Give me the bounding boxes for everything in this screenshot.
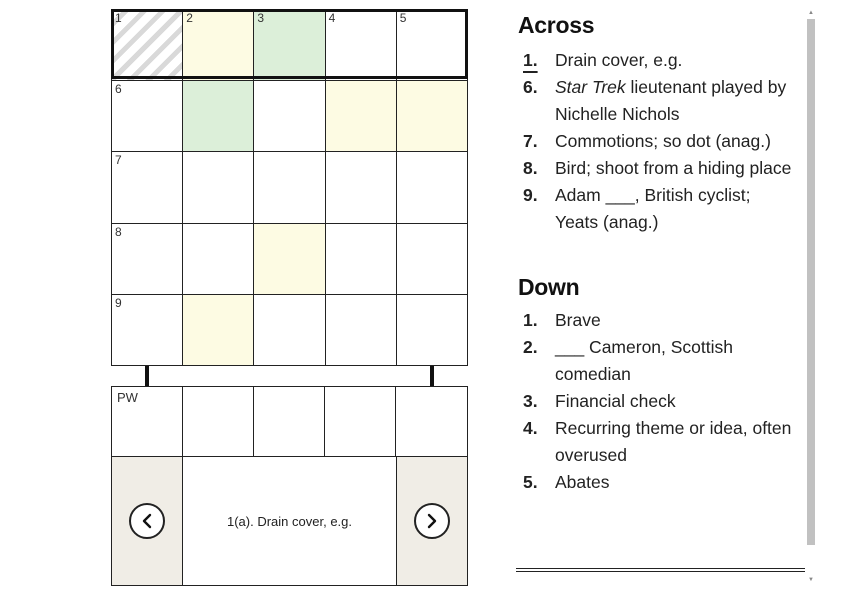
down-clue[interactable]	[518, 388, 796, 415]
grid-cell[interactable]	[326, 81, 397, 152]
clue-number-text: 4.	[523, 418, 538, 438]
grid-cell[interactable]	[326, 152, 397, 223]
password-cell[interactable]	[254, 387, 325, 456]
password-cell[interactable]	[112, 387, 183, 456]
cell-number: 1	[115, 11, 122, 25]
clue-text-body: Abates	[555, 472, 610, 492]
cell-number: 5	[399, 11, 407, 25]
across-clue[interactable]	[518, 155, 796, 182]
next-clue-area	[396, 457, 467, 585]
clue-text-body: lieutenant played by Nichelle Nichols	[555, 77, 787, 124]
grid-cell[interactable]	[183, 152, 254, 223]
grid-cell[interactable]	[112, 81, 183, 152]
clue-number-text: 7.	[523, 131, 538, 151]
down-clue[interactable]	[518, 334, 796, 388]
grid-cell[interactable]	[397, 224, 468, 295]
clue-number	[518, 334, 555, 388]
clue-number	[518, 307, 555, 334]
clue-number-text: 8.	[523, 158, 538, 178]
grid-cell[interactable]	[326, 295, 397, 366]
grid-cell[interactable]	[397, 81, 468, 152]
grid-cell[interactable]	[183, 10, 254, 81]
clue-text	[555, 47, 796, 74]
grid-cell[interactable]	[183, 224, 254, 295]
grid-cell[interactable]	[326, 224, 397, 295]
down-clue[interactable]	[518, 415, 796, 469]
prev-clue-area	[112, 457, 183, 585]
clue-text-body: ___ Cameron, Scottish comedian	[555, 337, 734, 384]
clue-text-italic: Star Trek	[555, 77, 626, 97]
across-clue[interactable]	[518, 74, 796, 128]
current-clue-text: 1(a). Drain cover, e.g.	[183, 457, 396, 585]
down-clue-list	[518, 307, 796, 496]
grid-cell[interactable]	[183, 295, 254, 366]
clue-text-body: Recurring theme or idea, often overused	[555, 418, 792, 465]
cell-number: 3	[257, 11, 265, 25]
clue-text-body: Adam ___, British cyclist; Yeats (anag.)	[555, 185, 751, 232]
across-clue[interactable]	[518, 47, 796, 74]
grid-connector-right	[430, 366, 434, 387]
down-clue[interactable]	[518, 307, 796, 334]
grid-cell[interactable]	[254, 224, 325, 295]
clue-text	[555, 128, 796, 155]
clue-text	[555, 415, 796, 469]
grid-cell[interactable]	[254, 152, 325, 223]
clue-number	[518, 415, 555, 469]
grid-cell[interactable]	[326, 10, 397, 81]
prev-clue-button[interactable]	[129, 503, 165, 539]
clue-text	[555, 155, 796, 182]
down-clue[interactable]	[518, 469, 796, 496]
scroll-down-arrow-icon[interactable]: ▼	[808, 577, 814, 583]
grid-cell[interactable]	[397, 10, 468, 81]
password-row	[111, 386, 468, 457]
next-clue-button[interactable]	[414, 503, 450, 539]
scroll-up-arrow-icon[interactable]: ▲	[808, 10, 814, 16]
clue-text	[555, 182, 796, 236]
grid-cell[interactable]	[397, 152, 468, 223]
grid-cell[interactable]	[254, 295, 325, 366]
clue-number	[518, 182, 555, 236]
clue-number-text: 9.	[523, 185, 538, 205]
cell-number: 4	[328, 11, 336, 25]
password-cell[interactable]	[183, 387, 254, 456]
grid-cell[interactable]	[112, 295, 183, 366]
clue-number	[518, 155, 555, 182]
password-label: PW	[117, 390, 138, 405]
across-clue[interactable]	[518, 128, 796, 155]
clue-bar	[111, 457, 468, 586]
down-heading: Down	[518, 274, 580, 300]
across-heading: Across	[518, 12, 595, 38]
clue-number	[518, 47, 555, 74]
clue-number-text: 3.	[523, 391, 538, 411]
grid-cell[interactable]	[112, 224, 183, 295]
grid-cell[interactable]	[112, 10, 183, 81]
grid-cell[interactable]	[254, 10, 325, 81]
chevron-left-icon	[140, 513, 154, 529]
clues-panel	[518, 12, 796, 496]
clue-number-text: 6.	[523, 77, 538, 97]
crossword-grid	[111, 9, 468, 366]
grid-cell[interactable]	[397, 295, 468, 366]
password-cell[interactable]	[325, 387, 396, 456]
clue-text-body: Bird; shoot from a hiding place	[555, 158, 792, 178]
clue-text-body: Financial check	[555, 391, 676, 411]
grid-connector-left	[145, 366, 149, 387]
grid-cell[interactable]	[112, 152, 183, 223]
clue-text	[555, 388, 796, 415]
cell-number: 9	[115, 295, 122, 310]
clue-number-text: 2.	[523, 337, 538, 357]
clue-text	[555, 469, 796, 496]
clue-number-text: 1.	[523, 310, 538, 330]
clue-text	[555, 307, 796, 334]
clues-bottom-divider	[516, 568, 805, 572]
across-clue[interactable]	[518, 182, 796, 236]
grid-cell[interactable]	[254, 81, 325, 152]
cell-number: 8	[115, 224, 122, 239]
across-clue-list	[518, 47, 796, 236]
password-cell[interactable]	[396, 387, 467, 456]
grid-cell[interactable]	[183, 81, 254, 152]
clue-number	[518, 469, 555, 496]
clue-number	[518, 388, 555, 415]
clue-number-text: 1.	[523, 50, 538, 70]
clue-number	[518, 128, 555, 155]
clue-text-body: Brave	[555, 310, 601, 330]
clue-text	[555, 74, 796, 128]
cell-number: 7	[115, 153, 122, 168]
cell-number: 2	[186, 11, 193, 25]
clue-number	[518, 74, 555, 128]
clue-text-body: Drain cover, e.g.	[555, 50, 683, 70]
scrollbar-thumb[interactable]	[807, 19, 815, 545]
clue-text-body: Commotions; so dot (anag.)	[555, 131, 771, 151]
cell-number: 6	[115, 82, 122, 97]
clues-scrollbar[interactable]	[807, 10, 815, 583]
chevron-right-icon	[425, 513, 439, 529]
clue-text	[555, 334, 796, 388]
clue-number-text: 5.	[523, 472, 538, 492]
